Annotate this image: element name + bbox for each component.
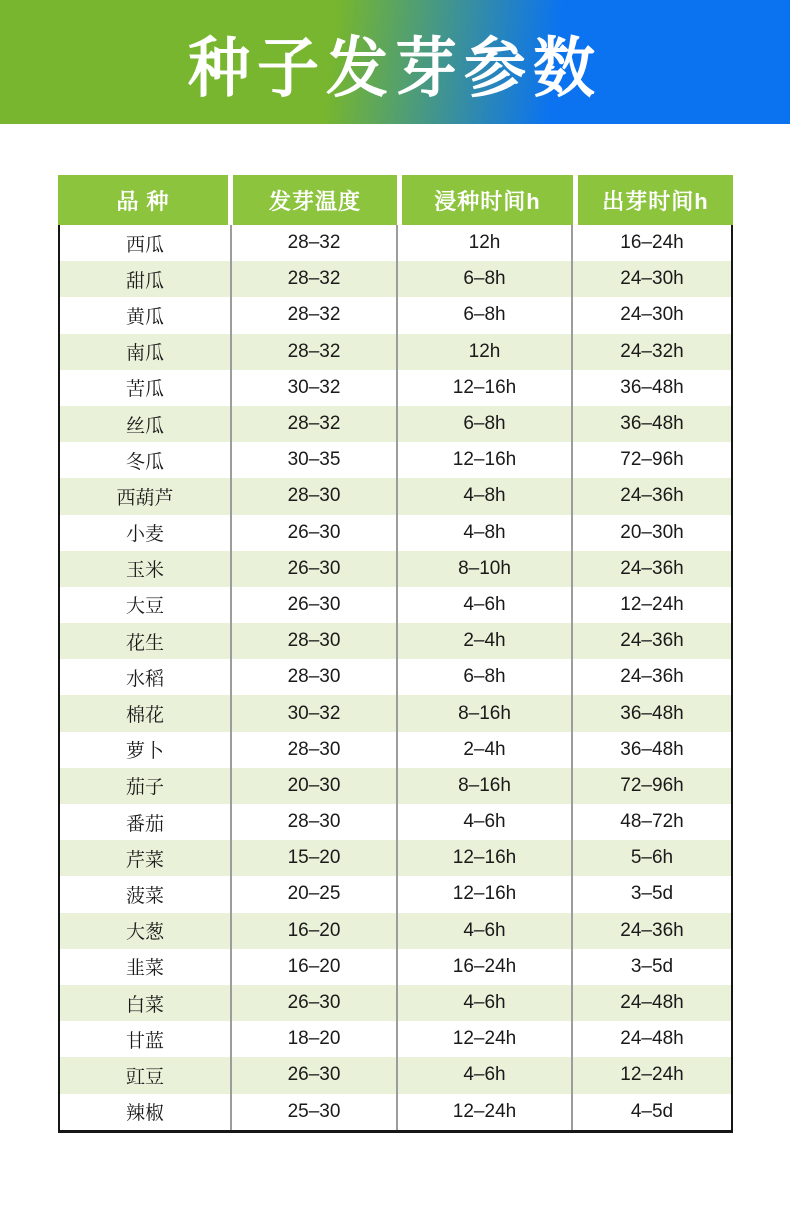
sprout-time-cell: 24–48h (571, 1021, 731, 1057)
table-row (60, 261, 731, 297)
sprout-time-cell: 24–36h (571, 551, 731, 587)
table-header-row (58, 175, 733, 225)
table-row (60, 732, 731, 768)
column-header-sprout-time: 出芽时间h (578, 175, 733, 225)
sprout-time-cell: 36–48h (571, 370, 731, 406)
soak-time-cell: 4–8h (396, 478, 571, 514)
column-header-soak-time: 浸种时间h (402, 175, 573, 225)
variety-cell: 西葫芦 (116, 487, 174, 509)
soak-time-cell: 12–16h (396, 876, 571, 912)
table-row (60, 768, 731, 804)
soak-time-cell: 8–16h (396, 695, 571, 731)
temperature-cell: 28–32 (230, 334, 396, 370)
column-header-variety: 品 种 (58, 175, 228, 225)
table-row (60, 370, 731, 406)
table-row (60, 1021, 731, 1057)
temperature-cell: 20–30 (230, 768, 396, 804)
variety-cell: 棉花 (125, 705, 164, 727)
column-header-temperature: 发芽温度 (233, 175, 397, 225)
sprout-time-cell: 72–96h (571, 768, 731, 804)
temperature-cell: 28–32 (230, 297, 396, 333)
temperature-cell: 30–32 (230, 695, 396, 731)
variety-cell: 大豆 (125, 596, 164, 618)
sprout-time-cell: 24–48h (571, 985, 731, 1021)
table-row (60, 985, 731, 1021)
table-row (60, 804, 731, 840)
temperature-cell: 16–20 (230, 913, 396, 949)
variety-cell: 丝瓜 (125, 415, 164, 437)
temperature-cell: 28–32 (230, 261, 396, 297)
temperature-cell: 28–30 (230, 804, 396, 840)
variety-cell: 花生 (125, 632, 164, 654)
table-row (60, 623, 731, 659)
sprout-time-cell: 24–36h (571, 623, 731, 659)
germination-table (58, 175, 733, 1133)
temperature-cell: 20–25 (230, 876, 396, 912)
soak-time-cell: 6–8h (396, 297, 571, 333)
sprout-time-cell: 36–48h (571, 406, 731, 442)
temperature-cell: 15–20 (230, 840, 396, 876)
variety-cell: 冬瓜 (125, 451, 164, 473)
table-row (60, 695, 731, 731)
soak-time-cell: 8–16h (396, 768, 571, 804)
table-row (60, 840, 731, 876)
sprout-time-cell: 36–48h (571, 695, 731, 731)
temperature-cell: 28–32 (230, 225, 396, 261)
soak-time-cell: 6–8h (396, 261, 571, 297)
variety-cell: 番茄 (125, 813, 164, 835)
sprout-time-cell: 24–36h (571, 913, 731, 949)
sprout-time-cell: 24–32h (571, 334, 731, 370)
soak-time-cell: 4–6h (396, 587, 571, 623)
sprout-time-cell: 24–36h (571, 478, 731, 514)
temperature-cell: 26–30 (230, 587, 396, 623)
sprout-time-cell: 16–24h (571, 225, 731, 261)
sprout-time-cell: 72–96h (571, 442, 731, 478)
soak-time-cell: 2–4h (396, 623, 571, 659)
sprout-time-cell: 36–48h (571, 732, 731, 768)
variety-cell: 小麦 (125, 524, 164, 546)
soak-time-cell: 4–6h (396, 804, 571, 840)
soak-time-cell: 12h (396, 334, 571, 370)
soak-time-cell: 6–8h (396, 659, 571, 695)
soak-time-cell: 16–24h (396, 949, 571, 985)
soak-time-cell: 2–4h (396, 732, 571, 768)
sprout-time-cell: 24–30h (571, 297, 731, 333)
table-body (58, 225, 733, 1133)
sprout-time-cell: 48–72h (571, 804, 731, 840)
variety-cell: 苦瓜 (125, 379, 164, 401)
soak-time-cell: 12–16h (396, 370, 571, 406)
temperature-cell: 30–32 (230, 370, 396, 406)
variety-cell: 西瓜 (125, 234, 164, 256)
table-row (60, 913, 731, 949)
temperature-cell: 28–30 (230, 659, 396, 695)
temperature-cell: 16–20 (230, 949, 396, 985)
table-row (60, 551, 731, 587)
table-row (60, 1057, 731, 1093)
sprout-time-cell: 3–5d (571, 949, 731, 985)
table-row (60, 478, 731, 514)
variety-cell: 韭菜 (125, 958, 164, 980)
temperature-cell: 28–30 (230, 623, 396, 659)
sprout-time-cell: 3–5d (571, 876, 731, 912)
sprout-time-cell: 4–5d (571, 1094, 731, 1130)
temperature-cell: 30–35 (230, 442, 396, 478)
variety-cell: 萝卜 (125, 741, 164, 763)
soak-time-cell: 12–16h (396, 840, 571, 876)
variety-cell: 黄瓜 (125, 306, 164, 328)
temperature-cell: 26–30 (230, 1057, 396, 1093)
temperature-cell: 28–30 (230, 478, 396, 514)
soak-time-cell: 8–10h (396, 551, 571, 587)
soak-time-cell: 12–16h (396, 442, 571, 478)
table-row (60, 515, 731, 551)
soak-time-cell: 4–6h (396, 985, 571, 1021)
variety-cell: 菠菜 (125, 885, 164, 907)
sprout-time-cell: 20–30h (571, 515, 731, 551)
table-row (60, 406, 731, 442)
sprout-time-cell: 5–6h (571, 840, 731, 876)
temperature-cell: 28–32 (230, 406, 396, 442)
variety-cell: 南瓜 (125, 343, 164, 365)
variety-cell: 豇豆 (125, 1066, 164, 1088)
soak-time-cell: 6–8h (396, 406, 571, 442)
soak-time-cell: 4–6h (396, 1057, 571, 1093)
sprout-time-cell: 24–30h (571, 261, 731, 297)
variety-cell: 辣椒 (125, 1103, 164, 1125)
soak-time-cell: 12–24h (396, 1094, 571, 1130)
variety-cell: 玉米 (125, 560, 164, 582)
temperature-cell: 26–30 (230, 985, 396, 1021)
title-banner (0, 0, 790, 124)
table-row (60, 949, 731, 985)
soak-time-cell: 4–8h (396, 515, 571, 551)
sprout-time-cell: 12–24h (571, 1057, 731, 1093)
variety-cell: 甘蓝 (125, 1030, 164, 1052)
soak-time-cell: 12–24h (396, 1021, 571, 1057)
temperature-cell: 28–30 (230, 732, 396, 768)
page-title: 种子发芽参数 (187, 33, 602, 105)
table-row (60, 225, 731, 261)
temperature-cell: 18–20 (230, 1021, 396, 1057)
table-row (60, 876, 731, 912)
variety-cell: 水稻 (125, 668, 164, 690)
temperature-cell: 26–30 (230, 551, 396, 587)
variety-cell: 白菜 (125, 994, 164, 1016)
temperature-cell: 25–30 (230, 1094, 396, 1130)
table-row (60, 587, 731, 623)
variety-cell: 甜瓜 (125, 270, 164, 292)
variety-cell: 茄子 (125, 777, 164, 799)
table-row (60, 297, 731, 333)
sprout-time-cell: 24–36h (571, 659, 731, 695)
table-row (60, 442, 731, 478)
table-row (60, 334, 731, 370)
soak-time-cell: 4–6h (396, 913, 571, 949)
variety-cell: 大葱 (125, 922, 164, 944)
sprout-time-cell: 12–24h (571, 587, 731, 623)
table-row (60, 659, 731, 695)
soak-time-cell: 12h (396, 225, 571, 261)
variety-cell: 芹菜 (125, 849, 164, 871)
table-row (60, 1094, 731, 1130)
temperature-cell: 26–30 (230, 515, 396, 551)
